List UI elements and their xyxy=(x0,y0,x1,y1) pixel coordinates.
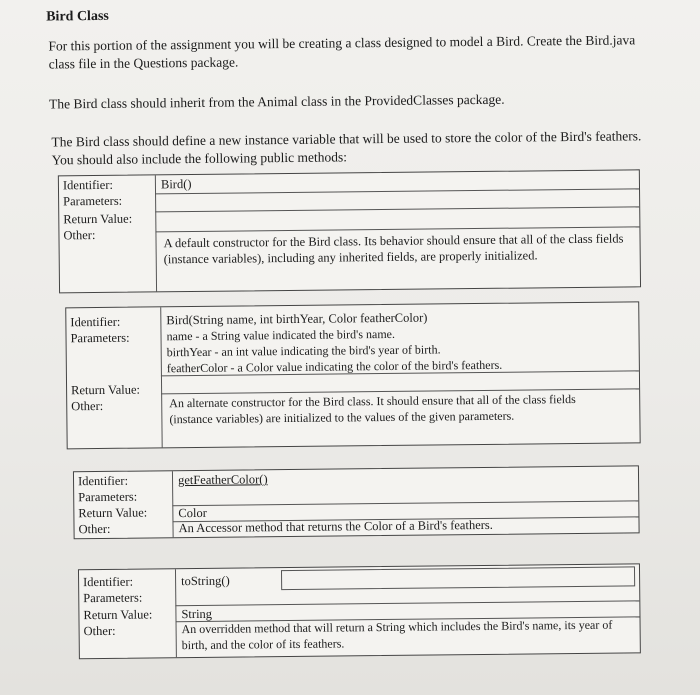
return-value-label: Return Value: xyxy=(83,607,153,623)
method-table-get-feather-color xyxy=(73,465,640,539)
other-label: Other: xyxy=(78,521,111,537)
identifier-label: Identifier: xyxy=(62,177,113,193)
method-table-to-string xyxy=(78,563,641,659)
other-label: Other: xyxy=(83,623,116,639)
identifier-label: Identifier: xyxy=(83,574,134,590)
return-value-label: Return Value: xyxy=(63,211,133,227)
section-title: Bird Class xyxy=(46,8,109,25)
parameters-label: Parameters: xyxy=(63,193,123,209)
method-table-alternate-constructor xyxy=(65,301,640,449)
parameters-label: Parameters: xyxy=(78,489,138,505)
other-value: An alternate constructor for the Bird class. It should ensure that all of the class fields (instance variables) are initialized to the values of the given parameters. xyxy=(169,391,576,426)
inheritance-paragraph: The Bird class should inherit from the Animal class in the ProvidedClasses package. xyxy=(49,91,505,112)
identifier-label: Identifier: xyxy=(70,314,121,330)
other-label: Other: xyxy=(71,398,104,414)
identifier-label: Identifier: xyxy=(77,473,129,489)
empty-identifier-box xyxy=(281,566,635,590)
identifier-value: Bird() xyxy=(160,177,192,192)
parameters-label: Parameters: xyxy=(83,590,143,606)
parameter-birth-year: birthYear - an int value indicating the bird's year of birth. xyxy=(166,342,441,360)
parameters-label: Parameters: xyxy=(70,330,130,346)
other-value: A default constructor for the Bird class. Its behavior should ensure that all of the class fields (instance variables), including any inherited fields, are properly initialized. xyxy=(163,231,624,267)
parameter-name: name - a String value indicated the bird's name. xyxy=(166,326,396,344)
identifier-value: Bird(String name, int birthYear, Color featherColor) xyxy=(166,310,428,328)
return-value-label: Return Value: xyxy=(78,505,148,521)
methods-paragraph: The Bird class should define a new instance variable that will be used to store the color of the Bird's feathers. You should also include the following public methods: xyxy=(51,128,642,168)
return-value: String xyxy=(181,606,213,622)
return-value: Color xyxy=(178,505,207,521)
identifier-value: toString() xyxy=(181,573,230,589)
parameter-feather-color: featherColor - a Color value indicating the color of the bird's feathers. xyxy=(166,357,503,376)
return-value-label: Return Value: xyxy=(71,382,141,398)
identifier-value: getFeatherColor() xyxy=(177,472,268,488)
intro-paragraph: For this portion of the assignment you will be creating a class designed to model a Bird. Create the Bird.java class file in the Questions package. xyxy=(48,32,636,72)
method-table-default-constructor xyxy=(58,169,641,293)
other-label: Other: xyxy=(63,228,96,243)
other-value: An overridden method that will return a String which includes the Bird's name, its year of birth, and the color of its feathers. xyxy=(181,617,613,652)
other-value: An Accessor method that returns the Color of a Bird's feathers. xyxy=(178,517,493,536)
